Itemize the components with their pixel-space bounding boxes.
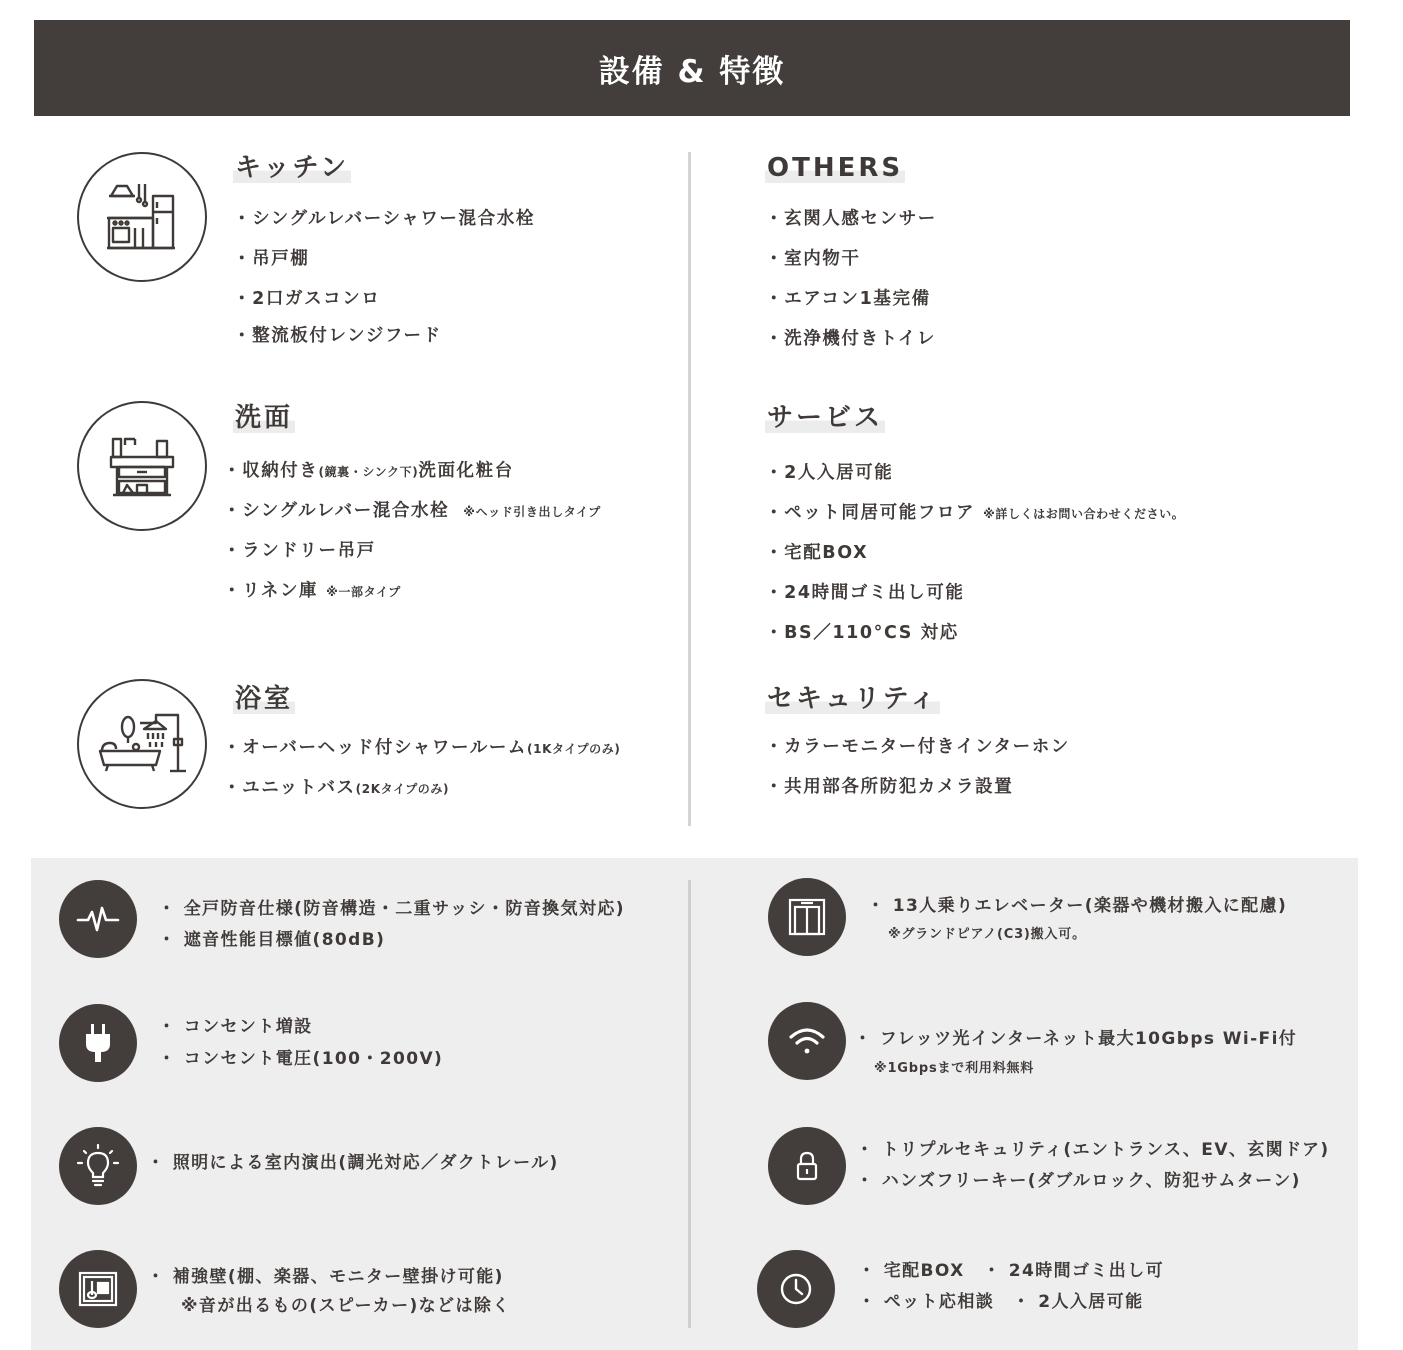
others-title: OTHERS [767, 153, 904, 183]
washroom-item: ・シングルレバー混合水栓 ※ヘッド引き出しタイプ [223, 501, 601, 521]
washstand-icon [77, 401, 207, 531]
feature-line: ・ 照明による室内演出(調光対応／ダクトレール) [147, 1153, 559, 1173]
washroom-item: ・ランドリー吊戸 [223, 541, 376, 561]
light-bulb-icon [59, 1127, 137, 1205]
page-title: 設備 & 特徴 [598, 53, 786, 90]
washroom-item: ・リネン庫 ※一部タイプ [223, 581, 401, 601]
feature-line: ・ 遮音性能目標値(80dB) [158, 930, 386, 950]
others-item: ・玄関人感センサー [765, 209, 937, 229]
others-item: ・洗浄機付きトイレ [765, 329, 937, 349]
security-item: ・共用部各所防犯カメラ設置 [765, 777, 1014, 797]
others-item: ・室内物干 [765, 249, 861, 269]
feature-line: ・ 13人乗りエレベーター(楽器や機材搬入に配慮) [867, 896, 1288, 916]
kitchen-title: キッチン [235, 153, 350, 183]
page-header [34, 20, 1350, 116]
service-item: ・24時間ゴミ出し可能 [765, 583, 965, 603]
clock-icon [757, 1250, 835, 1328]
elevator-icon [768, 878, 846, 956]
service-item: ・宅配BOX [765, 543, 869, 563]
feature-line: ・ 宅配BOX ・ 24時間ゴミ出し可 [858, 1261, 1165, 1281]
kitchen-item: ・吊戸棚 [233, 249, 310, 269]
bathroom-item: ・オーバーヘッド付シャワールーム(1Kタイプのみ) [223, 738, 621, 758]
soundwave-icon [59, 880, 137, 958]
wifi-icon [768, 1002, 846, 1080]
bathroom-item: ・ユニットバス(2Kタイプのみ) [223, 778, 450, 798]
feature-line: ・ ハンズフリーキー(ダブルロック、防犯サムターン) [856, 1171, 1301, 1191]
feature-line: ※音が出るもの(スピーカー)などは除く [181, 1296, 511, 1316]
kitchen-item: ・2口ガスコンロ [233, 289, 381, 309]
washroom-title: 洗面 [235, 403, 294, 433]
features-divider [688, 880, 691, 1328]
bathtub-shower-icon [77, 679, 207, 809]
service-title: サービス [767, 403, 884, 433]
plug-icon [59, 1004, 137, 1082]
bathroom-title: 浴室 [235, 684, 294, 714]
feature-line: ・ フレッツ光インターネット最大10Gbps Wi-Fi付 [854, 1029, 1298, 1049]
feature-line: ・ コンセント増設 [158, 1017, 313, 1037]
feature-line: ・ 全戸防音仕様(防音構造・二重サッシ・防音換気対応) [158, 899, 625, 919]
feature-note: ※グランドピアノ(C3)搬入可。 [888, 927, 1086, 942]
kitchen-item: ・シングルレバーシャワー混合水栓 [233, 209, 535, 229]
service-item: ・2人入居可能 [765, 463, 894, 483]
feature-line: ・ 補強壁(棚、楽器、モニター壁掛け可能) [147, 1267, 504, 1287]
feature-line: ・ コンセント電圧(100・200V) [158, 1049, 444, 1069]
kitchen-item: ・整流板付レンジフード [233, 326, 442, 346]
feature-note: ※1Gbpsまで利用料無料 [874, 1061, 1035, 1076]
feature-line: ・ トリプルセキュリティ(エントランス、EV、玄関ドア) [856, 1140, 1330, 1160]
padlock-icon [768, 1127, 846, 1205]
feature-line: ・ ペット応相談 ・ 2人入居可能 [858, 1292, 1144, 1312]
service-item: ・ペット同居可能フロア ※詳しくはお問い合わせください。 [765, 503, 1185, 523]
service-item: ・BS／110°CS 対応 [765, 623, 959, 643]
security-title: セキュリティ [767, 684, 939, 714]
washroom-item: ・収納付き(鏡裏・シンク下)洗面化粧台 [223, 461, 514, 481]
column-divider [688, 152, 691, 826]
others-item: ・エアコン1基完備 [765, 289, 931, 309]
wall-picture-icon [59, 1250, 137, 1328]
kitchen-icon [77, 152, 207, 282]
security-item: ・カラーモニター付きインターホン [765, 737, 1070, 757]
